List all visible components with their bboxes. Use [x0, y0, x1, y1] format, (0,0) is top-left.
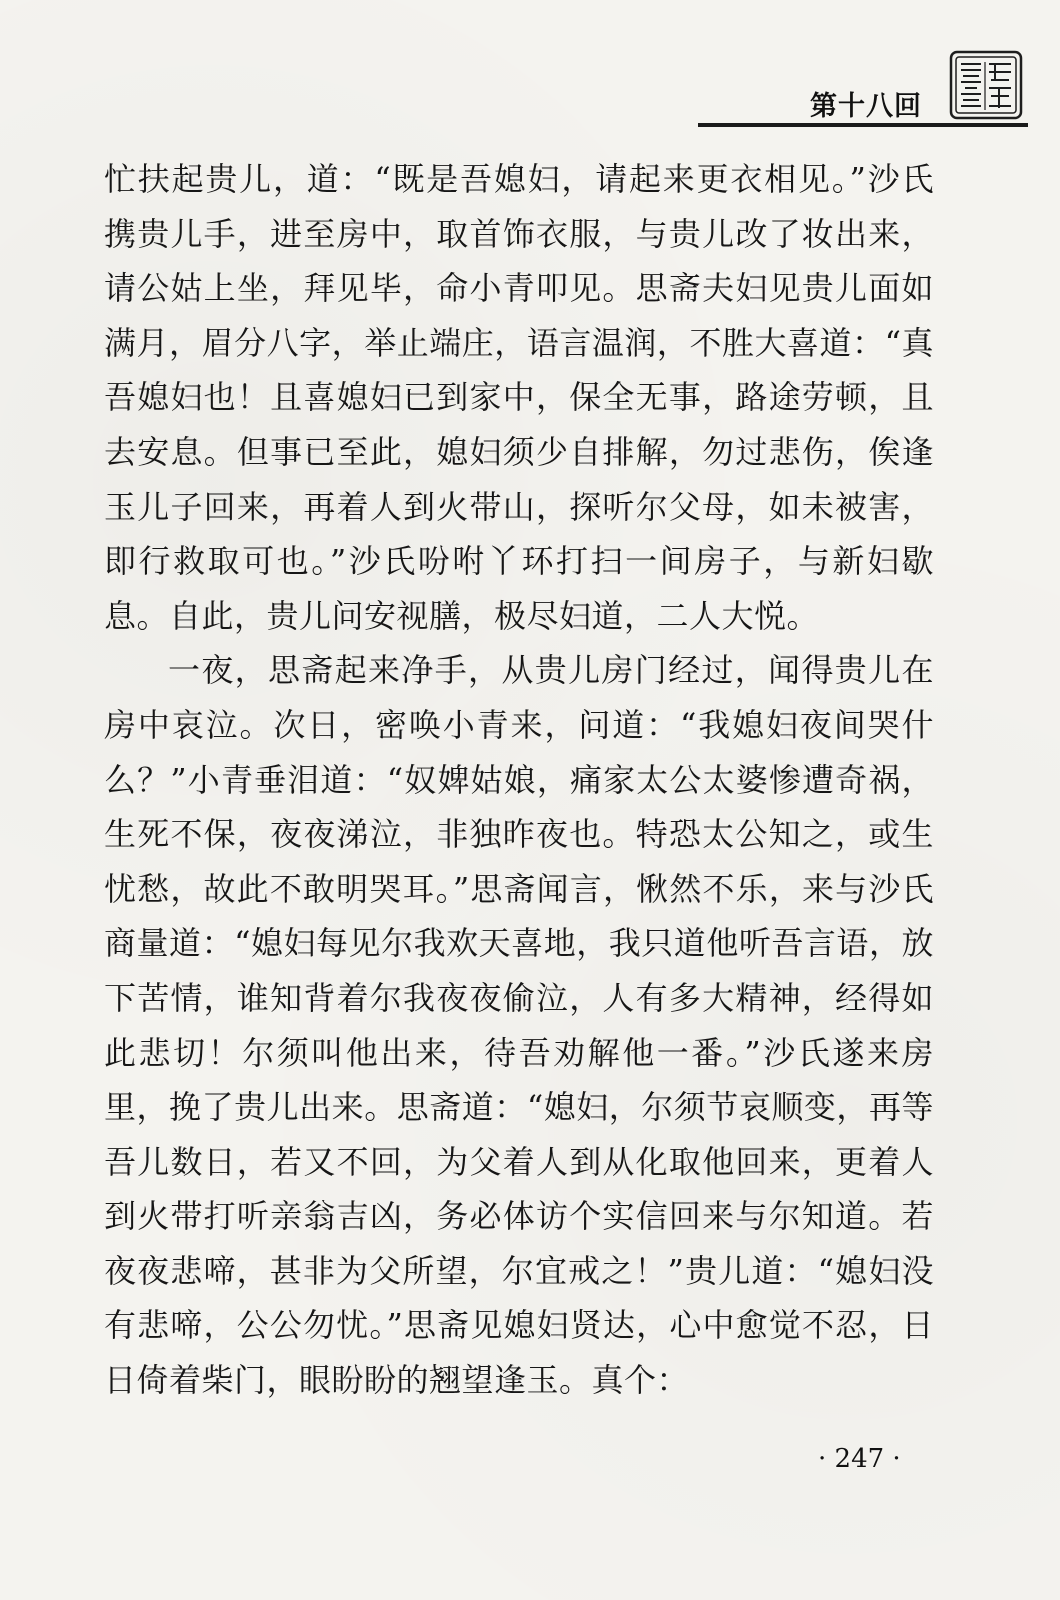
page-header — [0, 0, 1060, 140]
paragraph-1: 忙扶起贵儿，道：“既是吾媳妇，请起来更衣相见。”沙氏携贵儿手，进至房中，取首饰衣服，与贵儿改了妆出来，请公姑上坐，拜见毕，命小青叩见。思斋夫妇见贵儿面如满月，眉分八字，举止端庄，语言温润，不胜大喜道：“真吾媳妇也！且喜媳妇已到家中，保全无事，路途劳顿，且去安息。但事已至此，媳妇须少自排解，勿过悲伤，俟逢玉儿子回来，再着人到火带山，探听尔父母，如未被害，即行救取可也。”沙氏吩咐丫环打扫一间房子，与新妇歇息。自此，贵儿问安视膳，极尽妇道，二人大悦。 — [104, 160, 934, 635]
header-rule — [698, 123, 1028, 127]
page-number: · 247 · — [818, 1444, 901, 1474]
seal-stamp-icon — [949, 50, 1023, 120]
body-text — [104, 152, 934, 1408]
chapter-title: 第十八回 — [810, 91, 922, 122]
paragraph-2: 一夜，思斋起来净手，从贵儿房门经过，闻得贵儿在房中哀泣。次日，密唤小青来，问道：“我媳妇夜间哭什么？”小青垂泪道：“奴婢姑娘，痛家太公太婆惨遭奇祸，生死不保，夜夜涕泣，非独昨夜也。特恐太公知之，或生忧愁，故此不敢明哭耳。”思斋闻言，愀然不乐，来与沙氏商量道：“媳妇每见尔我欢天喜地，我只道他听吾言语，放下苦情，谁知背着尔我夜夜偷泣，人有多大精神，经得如此悲切！尔须叫他出来，待吾劝解他一番。”沙氏遂来房里，挽了贵儿出来。思斋道：“媳妇，尔须节哀顺变，再等吾儿数日，若又不回，为父着人到从化取他回来，更着人到火带打听亲翁吉凶，务必体访个实信回来与尔知道。若夜夜悲啼，甚非为父所望，尔宜戒之！”贵儿道：“媳妇没有悲啼，公公勿忧。”思斋见媳妇贤达，心中愈觉不忍，日日倚着柴门，眼盼盼的翘望逢玉。真个： — [104, 651, 934, 1400]
